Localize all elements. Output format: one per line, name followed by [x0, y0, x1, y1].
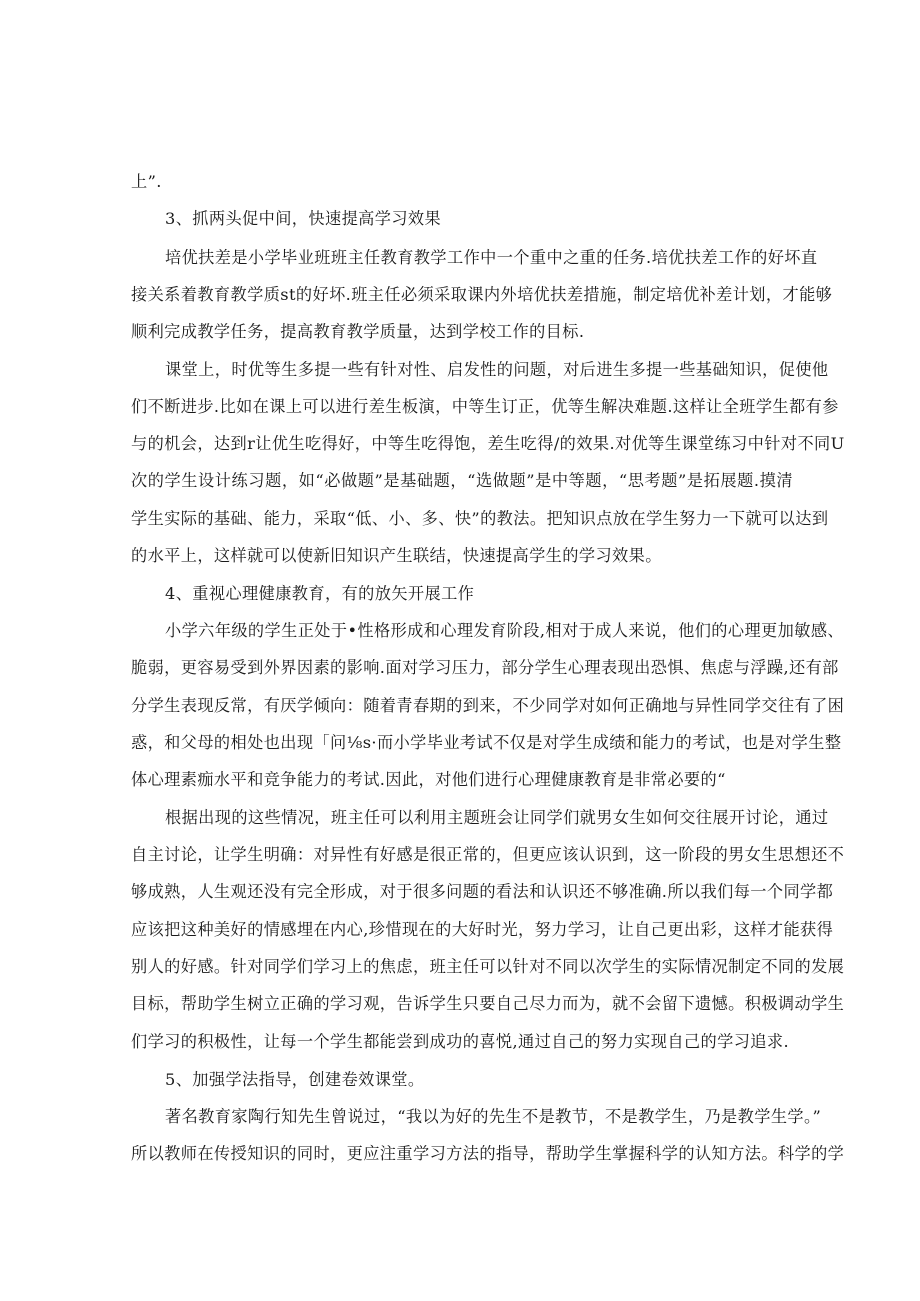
text-line: 脆弱，更容易受到外界因素的影响.面对学习压力，部分学生心理表现出恐惧、焦虑与浮躁,还有部 — [131, 658, 839, 677]
text-line: 分学生表现反常，有厌学倾向：随着青春期的到来，不少同学对如何正确地与异性同学交往有了困 — [131, 696, 845, 715]
text-line: 们学习的积极性，让每一个学生都能尝到成功的喜悦,通过自己的努力实现自己的学习追求. — [131, 1032, 790, 1051]
text-line: 4、重视心理健康教育，有的放矢开展工作 — [165, 584, 475, 603]
text-line: 体心理素痂水平和竞争能力的考试.因此，对他们进行心理健康教育是非常必要的“ — [131, 770, 726, 789]
text-line: 著名教育家陶行知先生曾说过，“我以为好的先生不是教节，不是教学生，乃是教学生学。” — [165, 1107, 822, 1126]
text-line: 应该把这种美好的情感埋在内心,珍惜现在的大好时光，努力学习，让自己更出彩，这样才能获得 — [131, 920, 834, 939]
text-line: 小学六年级的学生正处于•性格形成和心理发育阶段,相对于成人来说，他们的心理更加敏感、 — [165, 621, 844, 640]
text-line: 培优扶差是小学毕业班班主任教育教学工作中一个重中之重的任务.培优扶差工作的好坏直 — [165, 248, 818, 267]
text-line: 目标，帮助学生树立正确的学习观，告诉学生只要自己尽力而为，就不会留下遗憾。积极调动学生 — [131, 994, 845, 1013]
text-line: 们不断进步.比如在课上可以进行差生板演，中等生订正，优等生解决难题.这样让全班学生都有参 — [131, 397, 839, 416]
text-line: 次的学生设计练习题，如“必做题”是基础题，“选做题”是中等题，“思考题”是拓展题.摸清 — [131, 471, 793, 490]
text-line: 上”. — [131, 172, 162, 191]
text-line: 与的机会，达到r让优生吃得好，中等生吃得饱，差生吃得/的效果.对优等生课堂练习中针对不同U — [131, 434, 845, 453]
text-line: 根据出现的这些情况，班主任可以利用主题班会让同学们就男女生如何交往展开讨论，通过 — [165, 808, 829, 827]
text-line: 顺利完成教学任务，提高教育教学质量，达到学校工作的目标. — [131, 322, 585, 341]
text-line: 3、抓两头促中间，快速提高学习效果 — [165, 209, 442, 228]
text-line: 课堂上，时优等生多提一些有针对性、启发性的问题，对后进生多提一些基础知识，促使他 — [165, 360, 829, 379]
text-line: 学生实际的基础、能力，采取“低、小、多、快”的教法。把知识点放在学生努力一下就可以达到 — [131, 509, 829, 528]
text-line: 所以教师在传授知识的同时，更应注重学习方法的指导，帮助学生掌握科学的认知方法。科学的学 — [131, 1144, 845, 1163]
text-line: 别人的好感。针对同学们学习上的焦虑，班主任可以针对不同以次学生的实际情况制定不同的发展 — [131, 957, 845, 976]
text-line: 够成熟，人生观还没有完全形成，对于很多问题的看法和认识还不够准确.所以我们每一个同学都 — [131, 882, 834, 901]
text-line: 的水平上，这样就可以使新旧知识产生联结，快速提高学生的学习效果。 — [131, 546, 662, 565]
text-line: 惑，和父母的相处也出现「问⅛s·而小学毕业考试不仅是对学生成绩和能力的考试，也是对学生整 — [131, 733, 842, 752]
text-line: 自主讨论，让学生明确：对异性有好感是很正常的，但更应该认识到，这一阶段的男女生思想还不 — [131, 845, 845, 864]
text-line: 接关系着教育教学质st的好坏.班主任必须采取课内外培优扶差措施，制定培优补差计划，才能够 — [131, 285, 833, 304]
text-line: 5、加强学法指导，创建卷效课堂。 — [165, 1070, 425, 1089]
